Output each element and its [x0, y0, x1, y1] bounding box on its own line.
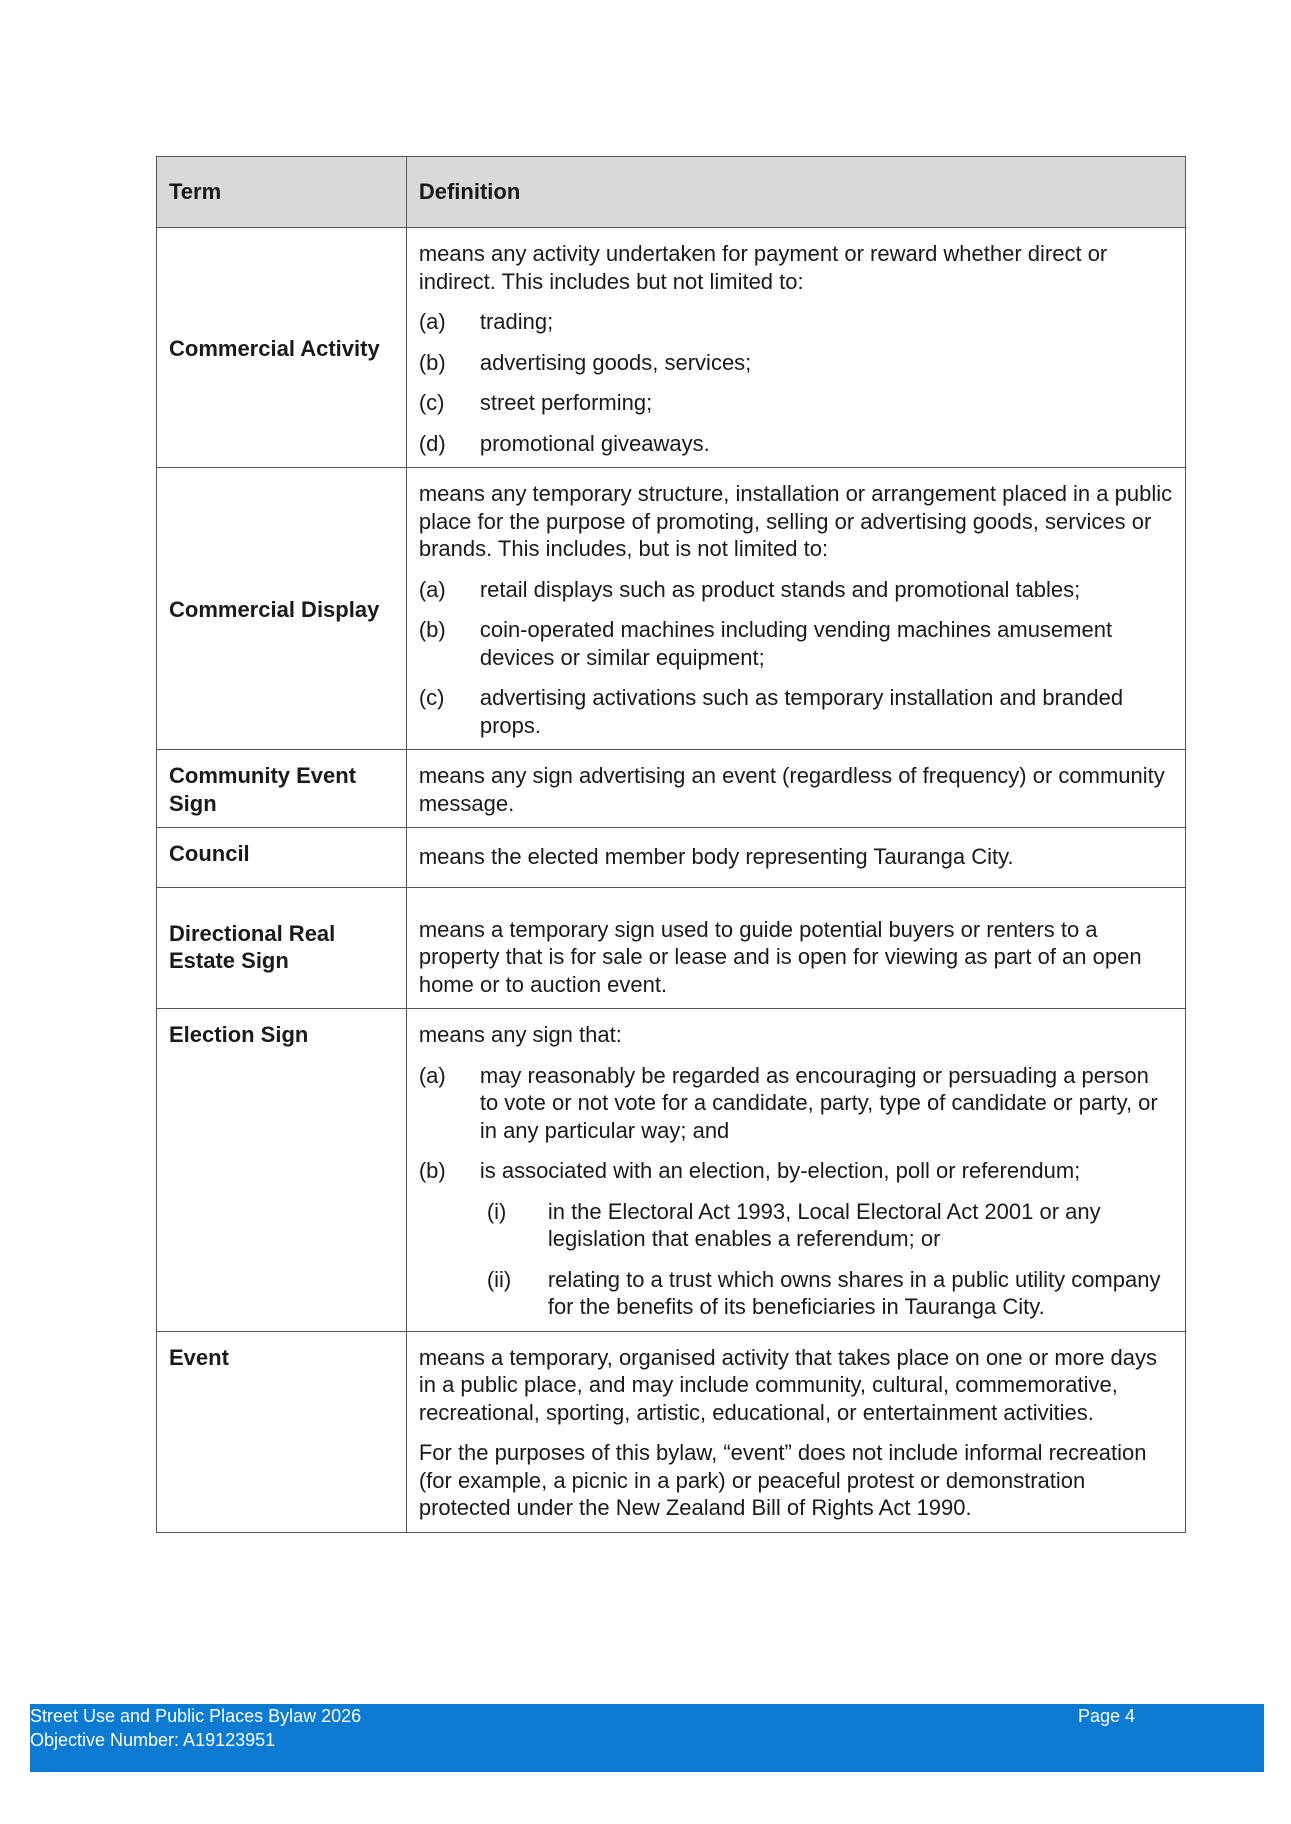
list-item — [419, 349, 1173, 377]
definition-text: means the elected member body representing Tauranga City. — [418, 844, 1014, 869]
table-row — [157, 228, 1186, 468]
definitions-table — [156, 156, 1186, 1533]
list-item — [419, 1062, 1173, 1145]
list-item-text: may reasonably be regarded as encouraging or persuading a person to vote or not vote for a candidate, party, type of candidate or party, or in any particular way; and — [479, 1062, 1158, 1143]
list-item-label: (b) — [418, 349, 446, 375]
sub-list-item-text: relating to a trust which owns shares in a public utility company for the benefits of its beneficiaries in Tauranga City. — [547, 1266, 1161, 1319]
list-item — [419, 616, 1173, 671]
list-item-label: (b) — [418, 617, 446, 642]
list-item-text: is associated with an election, by-election, poll or referendum; — [479, 1158, 1081, 1183]
sub-list-item — [419, 1198, 1173, 1253]
term-cell: Directional Real Estate Sign — [157, 887, 407, 1009]
footer-document-title: Street Use and Public Places Bylaw 2026 — [30, 1706, 362, 1726]
list-item — [419, 430, 1173, 458]
table-row — [157, 828, 1186, 888]
definition-cell — [406, 750, 1185, 828]
list-item-label: (c) — [418, 685, 445, 710]
definition-text: means any temporary structure, installation or arrangement placed in a public place for the purpose of promoting, selling or advertising goods, services or brands. This includes, but is not limited to: — [418, 481, 1173, 561]
definition-cell — [406, 468, 1185, 750]
list-item-label: (b) — [418, 1158, 446, 1183]
list-item-label: (c) — [418, 390, 445, 415]
footer-objective-number: Objective Number: A19123951 — [30, 1730, 276, 1750]
footer-page-number: Page 4 — [1078, 1706, 1136, 1726]
list-item-label: (a) — [418, 309, 446, 334]
list-item — [419, 389, 1173, 417]
table-row — [157, 1331, 1186, 1532]
list-item — [419, 308, 1173, 336]
definition-cell — [406, 828, 1185, 888]
list-item-text: street performing; — [479, 390, 653, 415]
definition-cell — [406, 228, 1185, 468]
table-row — [157, 750, 1186, 828]
sub-list-item-label: (ii) — [486, 1266, 512, 1292]
list-item-label: (a) — [418, 576, 446, 602]
term-cell: Community Event Sign — [157, 750, 407, 828]
sub-list-item — [419, 1266, 1173, 1321]
term-cell: Council — [157, 828, 407, 888]
list-item-text: promotional giveaways. — [479, 430, 710, 456]
definition-cell — [406, 1331, 1185, 1532]
term-cell: Event — [157, 1331, 407, 1532]
list-item — [419, 576, 1173, 604]
table-header-row — [157, 157, 1186, 228]
table-row — [157, 887, 1186, 1009]
definition-note: For the purposes of this bylaw, “event” does not include informal recreation (for example, a picnic in a park) or peaceful protest or demonstration protected under the New Zealand Bill of Rights Act 1990. — [418, 1440, 1147, 1520]
definition-cell — [406, 887, 1185, 1009]
table-row — [157, 1009, 1186, 1332]
definition-text: means any activity undertaken for payment or reward whether direct or indirect. This includes but not limited to: — [418, 241, 1108, 294]
term-cell: Commercial Activity — [157, 228, 407, 468]
list-item-text: advertising activations such as temporary installation and branded props. — [479, 685, 1124, 738]
definition-text: means a temporary, organised activity that takes place on one or more days in a public place, and may include community, cultural, commemorative, recreational, sporting, artistic, educational, or entertainment activities. — [418, 1344, 1158, 1425]
list-item-text: trading; — [479, 309, 554, 334]
definition-text: means any sign that: — [418, 1022, 622, 1047]
table-row — [157, 468, 1186, 750]
definition-text: means any sign advertising an event (regardless of frequency) or community message. — [418, 763, 1165, 816]
definition-text: means a temporary sign used to guide potential buyers or renters to a property that is for sale or lease and is open for viewing as part of an open home or to auction event. — [418, 916, 1142, 997]
sub-list-item-text: in the Electoral Act 1993, Local Electoral Act 2001 or any legislation that enables a referendum; or — [547, 1198, 1101, 1251]
sub-list-item-label: (i) — [486, 1198, 507, 1224]
list-item-text: retail displays such as product stands and promotional tables; — [479, 576, 1081, 602]
term-cell: Commercial Display — [157, 468, 407, 750]
page-footer — [30, 1704, 1264, 1772]
definition-cell — [406, 1009, 1185, 1332]
term-cell: Election Sign — [157, 1009, 407, 1332]
term-column-header: Term — [157, 157, 407, 228]
definition-column-header: Definition — [406, 157, 1185, 228]
list-item — [419, 1157, 1173, 1185]
footer-left — [30, 1704, 361, 1752]
list-item-text: coin-operated machines including vending machines amusement devices or similar equipment; — [479, 617, 1113, 670]
list-item — [419, 684, 1173, 739]
list-item-label: (a) — [418, 1062, 446, 1088]
list-item-text: advertising goods, services; — [479, 349, 752, 375]
list-item-label: (d) — [418, 430, 446, 456]
